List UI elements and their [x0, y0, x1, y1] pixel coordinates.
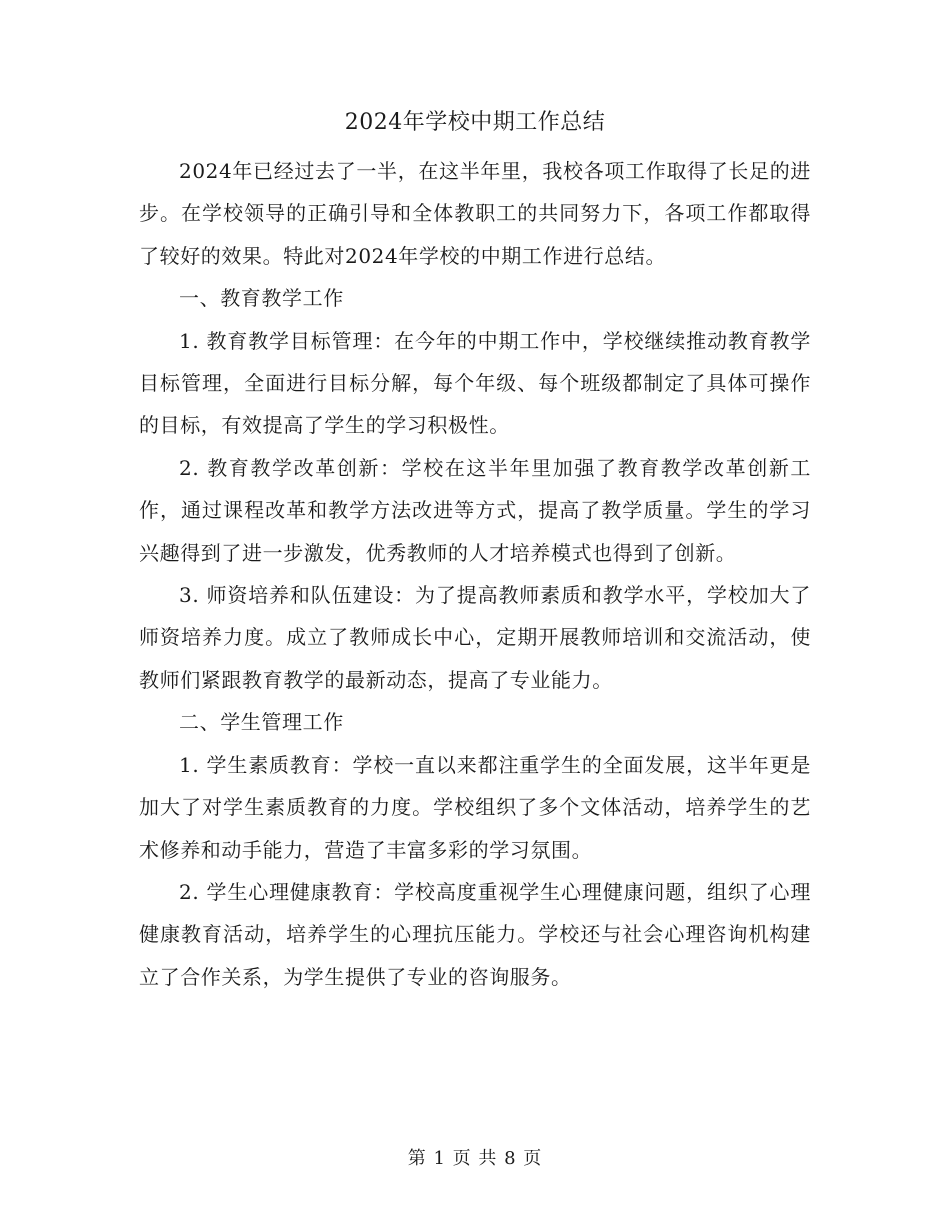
- paragraph-mental-health: 2. 学生心理健康教育：学校高度重视学生心理健康问题，组织了心理健康教育活动，培养学生的心理抗压能力。学校还与社会心理咨询机构建立了合作关系，为学生提供了专业的咨询服务。: [139, 879, 811, 989]
- paragraph-teaching-goals: 1. 教育教学目标管理：在今年的中期工作中，学校继续推动教育教学目标管理，全面进行目标分解，每个年级、每个班级都制定了具体可操作的目标，有效提高了学生的学习积极性。: [139, 328, 811, 438]
- section-heading-student-management: 二、学生管理工作: [179, 710, 344, 735]
- document-title: 2024年学校中期工作总结: [344, 110, 606, 135]
- intro-paragraph: 2024年已经过去了一半，在这半年里，我校各项工作取得了长足的进步。在学校领导的正确引导和全体教职工的共同努力下，各项工作都取得了较好的效果。特此对2024年学校的中期工作进行总结。: [139, 159, 811, 268]
- paragraph-teacher-training: 3. 师资培养和队伍建设：为了提高教师素质和教学水平，学校加大了师资培养力度。成立了教师成长中心，定期开展教师培训和交流活动，使教师们紧跟教育教学的最新动态，提高了专业能力。: [139, 583, 811, 692]
- paragraph-quality-education: 1. 学生素质教育：学校一直以来都注重学生的全面发展，这半年更是加大了对学生素质教育的力度。学校组织了多个文体活动，培养学生的艺术修养和动手能力，营造了丰富多彩的学习氛围。: [139, 752, 811, 862]
- paragraph-teaching-reform: 2. 教育教学改革创新：学校在这半年里加强了教育教学改革创新工作，通过课程改革和教学方法改进等方式，提高了教学质量。学生的学习兴趣得到了进一步激发，优秀教师的人才培养模式也得到了创新。: [139, 455, 811, 565]
- section-heading-teaching: 一、教育教学工作: [179, 286, 344, 311]
- page-number-footer: 第 1 页 共 8 页: [407, 1148, 543, 1169]
- document-body: [139, 150, 811, 998]
